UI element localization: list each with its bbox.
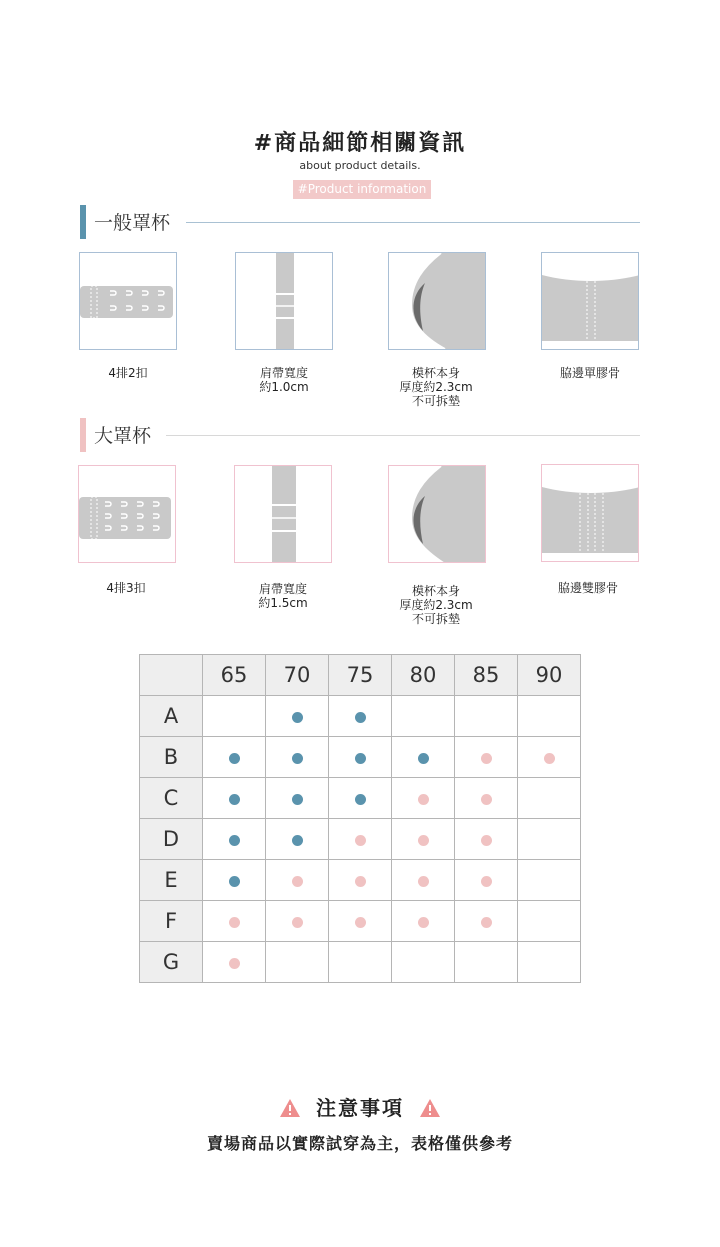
- section-header-regular: [80, 205, 640, 239]
- size-table: [139, 654, 581, 983]
- size-cell: [455, 819, 518, 860]
- section-title: 一般罩杯: [94, 212, 171, 234]
- available-dot-blue: [292, 835, 303, 846]
- caption-hook-eye: 4排3扣: [106, 581, 146, 595]
- size-cell: [266, 778, 329, 819]
- cup-size-header: E: [140, 860, 203, 901]
- section-divider: [166, 435, 640, 436]
- available-dot-pink: [292, 876, 303, 887]
- caption-strap-width: 肩帶寬度 約1.0cm: [259, 366, 309, 394]
- notice-heading: [0, 1092, 720, 1123]
- available-dot-pink: [418, 835, 429, 846]
- caption-side-boning: 脇邊雙膠骨: [557, 581, 618, 595]
- warning-triangle-icon: [279, 1098, 301, 1123]
- section-title: 大罩杯: [94, 425, 152, 447]
- size-cell: [518, 942, 581, 983]
- size-cell: [329, 860, 392, 901]
- size-cell: [266, 901, 329, 942]
- available-dot-blue: [292, 712, 303, 723]
- available-dot-pink: [229, 917, 240, 928]
- available-dot-pink: [418, 794, 429, 805]
- available-dot-pink: [229, 958, 240, 969]
- size-cell: [329, 901, 392, 942]
- size-cell: [455, 901, 518, 942]
- size-cell: [266, 860, 329, 901]
- shoulder-strap-icon: [235, 252, 333, 350]
- available-dot-blue: [292, 753, 303, 764]
- table-row: [140, 819, 581, 860]
- side-single-boning-icon: [541, 252, 639, 350]
- size-cell: [392, 942, 455, 983]
- size-cell: [329, 942, 392, 983]
- band-size-header: 80: [392, 655, 455, 696]
- band-size-header: 70: [266, 655, 329, 696]
- product-info-tag: #Product information: [293, 180, 431, 199]
- available-dot-pink: [418, 917, 429, 928]
- available-dot-blue: [355, 794, 366, 805]
- cup-size-header: G: [140, 942, 203, 983]
- available-dot-blue: [355, 753, 366, 764]
- size-cell: [203, 737, 266, 778]
- section-accent-bar: [80, 418, 86, 452]
- available-dot-blue: [229, 835, 240, 846]
- notice-title: 注意事項: [316, 1096, 404, 1120]
- size-cell: [203, 942, 266, 983]
- size-cell: [518, 737, 581, 778]
- size-cell: [455, 942, 518, 983]
- size-cell: [455, 737, 518, 778]
- size-cell: [329, 778, 392, 819]
- size-cell: [518, 819, 581, 860]
- molded-cup-icon: [388, 252, 486, 350]
- size-cell: [266, 942, 329, 983]
- size-cell: [266, 819, 329, 860]
- molded-cup-icon: [388, 465, 486, 563]
- cup-size-header: D: [140, 819, 203, 860]
- size-cell: [518, 860, 581, 901]
- caption-cup-thickness: 模杯本身 厚度約2.3cm 不可拆墊: [399, 366, 473, 408]
- available-dot-pink: [481, 876, 492, 887]
- size-cell: [518, 901, 581, 942]
- size-cell: [392, 737, 455, 778]
- size-cell: [329, 696, 392, 737]
- cup-size-header: A: [140, 696, 203, 737]
- size-cell: [203, 901, 266, 942]
- available-dot-pink: [355, 876, 366, 887]
- size-cell: [392, 819, 455, 860]
- size-cell: [266, 696, 329, 737]
- warning-triangle-icon: [419, 1098, 441, 1123]
- cup-size-header: F: [140, 901, 203, 942]
- size-cell: [203, 778, 266, 819]
- size-cell: [203, 696, 266, 737]
- size-cell: [455, 696, 518, 737]
- table-corner-cell: [140, 655, 203, 696]
- available-dot-pink: [481, 753, 492, 764]
- size-cell: [392, 696, 455, 737]
- size-cell: [329, 819, 392, 860]
- available-dot-pink: [292, 917, 303, 928]
- band-size-header: 65: [203, 655, 266, 696]
- table-row: [140, 901, 581, 942]
- table-row: [140, 860, 581, 901]
- available-dot-pink: [481, 917, 492, 928]
- available-dot-pink: [481, 794, 492, 805]
- available-dot-blue: [229, 794, 240, 805]
- available-dot-blue: [418, 753, 429, 764]
- available-dot-pink: [481, 835, 492, 846]
- available-dot-pink: [418, 876, 429, 887]
- band-size-header: 85: [455, 655, 518, 696]
- shoulder-strap-icon: [234, 465, 332, 563]
- available-dot-pink: [544, 753, 555, 764]
- caption-hook-eye: 4排2扣: [108, 366, 148, 380]
- available-dot-pink: [355, 917, 366, 928]
- available-dot-blue: [292, 794, 303, 805]
- table-row: [140, 942, 581, 983]
- size-cell: [329, 737, 392, 778]
- caption-side-boning: 脇邊單膠骨: [559, 366, 620, 380]
- section-divider: [186, 222, 640, 223]
- size-cell: [203, 860, 266, 901]
- side-double-boning-icon: [541, 464, 639, 562]
- size-cell: [266, 737, 329, 778]
- hook-eye-2row-icon: [79, 252, 177, 350]
- size-cell: [455, 778, 518, 819]
- available-dot-blue: [229, 876, 240, 887]
- section-accent-bar: [80, 205, 86, 239]
- cup-size-header: C: [140, 778, 203, 819]
- table-header-row: [140, 655, 581, 696]
- band-size-header: 90: [518, 655, 581, 696]
- table-row: [140, 778, 581, 819]
- table-row: [140, 737, 581, 778]
- size-cell: [455, 860, 518, 901]
- caption-strap-width: 肩帶寬度 約1.5cm: [258, 582, 308, 610]
- available-dot-pink: [355, 835, 366, 846]
- size-cell: [392, 778, 455, 819]
- available-dot-blue: [355, 712, 366, 723]
- size-cell: [392, 860, 455, 901]
- table-row: [140, 696, 581, 737]
- size-cell: [203, 819, 266, 860]
- size-cell: [392, 901, 455, 942]
- available-dot-blue: [229, 753, 240, 764]
- page-title: #商品細節相關資訊: [253, 131, 467, 156]
- band-size-header: 75: [329, 655, 392, 696]
- hook-eye-3row-icon: [78, 465, 176, 563]
- caption-cup-thickness: 模杯本身 厚度約2.3cm 不可拆墊: [399, 584, 473, 626]
- page-subtitle: about product details.: [299, 159, 421, 172]
- size-cell: [518, 696, 581, 737]
- notice-text: 賣場商品以實際試穿為主，表格僅供參考: [206, 1134, 513, 1153]
- size-cell: [518, 778, 581, 819]
- cup-size-header: B: [140, 737, 203, 778]
- section-header-large: [80, 418, 640, 452]
